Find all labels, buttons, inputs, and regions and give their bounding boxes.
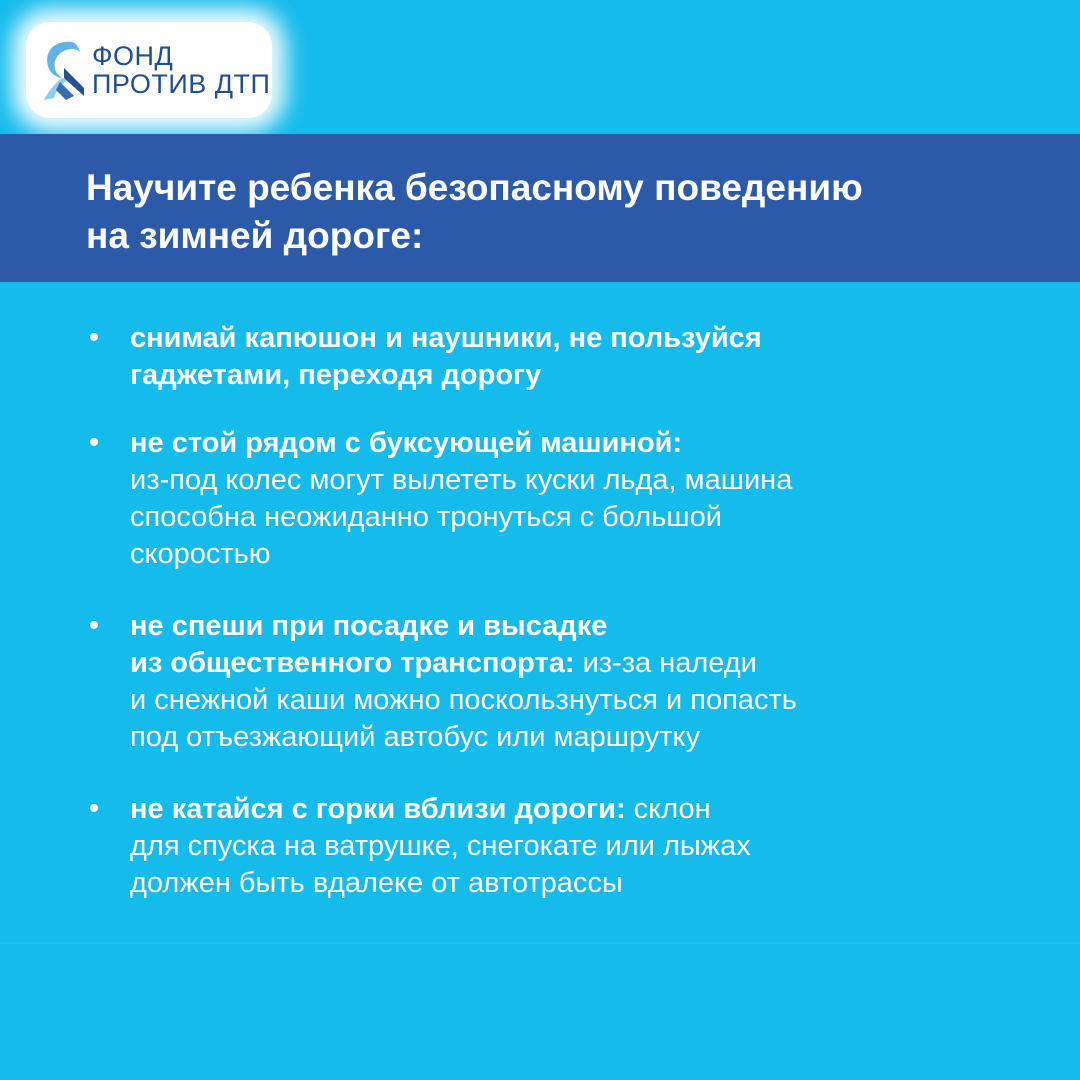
item-line (130, 425, 1060, 462)
bold-text: не катайся с горки вблизи дороги: (130, 793, 626, 825)
content-panel (0, 282, 1080, 944)
item-line (130, 462, 1060, 499)
bold-text: из общественного транспорта: (130, 647, 575, 679)
bold-text: снимай капюшон и наушники, не пользуйся (130, 322, 762, 354)
bold-text: не стой рядом с буксующей машиной: (130, 427, 683, 459)
item-line (130, 320, 1060, 357)
regular-text: для спуска на ватрушке, снегокате или лыжах (130, 830, 751, 862)
regular-text: скоростью (130, 538, 271, 570)
item-line (130, 608, 1060, 645)
title-line-2: на зимней дороге: (86, 215, 424, 256)
bullet-dot: • (88, 609, 100, 642)
regular-text: должен быть вдалеке от автотрассы (130, 867, 623, 899)
list-item-text (130, 425, 1060, 573)
bullet-dot: • (88, 792, 100, 825)
item-line (130, 828, 1060, 865)
item-line (130, 499, 1060, 536)
item-line (130, 357, 1060, 394)
item-line (130, 865, 1060, 902)
regular-text: склон (625, 793, 711, 825)
list-item-text (130, 608, 1060, 756)
fund-logo (26, 22, 272, 118)
regular-text: способна неожиданно тронуться с большой (130, 501, 722, 533)
bold-text: гаджетами, переходя дорогу (130, 359, 542, 391)
title-line-1: Научите ребенка безопасному поведению (86, 167, 863, 208)
bullet-dot: • (88, 321, 100, 354)
item-line (130, 719, 1060, 756)
logo-wordmark (92, 42, 270, 98)
title-band (0, 134, 1080, 282)
item-line (130, 791, 1060, 828)
swirl-ribbon-logo-icon (38, 38, 88, 104)
regular-text: из-за наледи (574, 647, 757, 679)
item-line (130, 536, 1060, 573)
logo-line-2: ПРОТИВ ДТП (92, 69, 271, 99)
list-item-text (130, 791, 1060, 902)
list-item-text (130, 320, 1060, 394)
bold-text: не спеши при посадке и высадке (130, 610, 608, 642)
page-title (86, 164, 1046, 260)
regular-text: из-под колес могут вылететь куски льда, машина (130, 464, 793, 496)
regular-text: и снежной каши можно поскользнуться и попасть (130, 684, 797, 716)
item-line (130, 682, 1060, 719)
regular-text: под отъезжающий автобус или маршрутку (130, 721, 701, 753)
bullet-dot: • (88, 426, 100, 459)
item-line (130, 645, 1060, 682)
logo-line-1: ФОНД (92, 41, 174, 71)
